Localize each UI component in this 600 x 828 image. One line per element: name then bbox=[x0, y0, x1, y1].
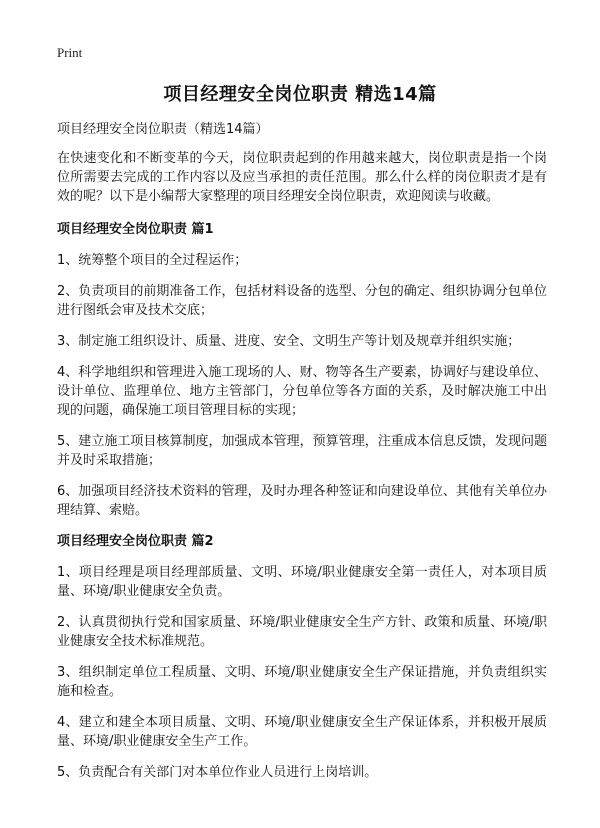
list-item: 1、统筹整个项目的全过程运作； bbox=[57, 253, 248, 268]
section-heading: 项目经理安全岗位职责 篇1 bbox=[57, 222, 214, 237]
list-item: 4、科学地组织和管理进入施工现场的人、财、物等各生产要素，协调好与建设单位、设计单位、监理单位、地方主管部门，分包单位等各方面的关系，及时解决施工中出现的问题，确保施工项目管理目标的实现； bbox=[57, 365, 547, 418]
list-item: 5、负责配合有关部门对本单位作业人员进行上岗培训。 bbox=[57, 765, 378, 780]
list-item: 2、认真贯彻执行党和国家质量、环境/职业健康安全生产方针、政策和质量、环境/职业健康安全技术标准规范。 bbox=[57, 615, 547, 649]
list-item: 3、组织制定单位工程质量、文明、环境/职业健康安全生产保证措施，并负责组织实施和检查。 bbox=[57, 665, 547, 699]
list-item: 6、加强项目经济技术资料的管理，及时办理各种签证和向建设单位、其他有关单位办理结算、索赔。 bbox=[57, 484, 547, 518]
list-item: 1、项目经理是项目经理部质量、文明、环境/职业健康安全第一责任人，对本项目质量、环境/职业健康安全负责。 bbox=[57, 565, 547, 599]
list-item: 3、制定施工组织设计、质量、进度、安全、文明生产等计划及规章并组织实施； bbox=[57, 334, 521, 349]
list-item: 4、建立和建全本项目质量、文明、环境/职业健康安全生产保证体系，并积极开展质量、环境/职业健康安全生产工作。 bbox=[57, 715, 547, 749]
list-item: 2、负责项目的前期准备工作，包括材料设备的选型、分包的确定、组织协调分包单位进行图纸会审及技术交底； bbox=[57, 284, 547, 318]
section-heading: 项目经理安全岗位职责 篇2 bbox=[57, 534, 214, 549]
document-subtitle: 项目经理安全岗位职责（精选14篇） bbox=[57, 122, 269, 137]
list-item: 5、建立施工项目核算制度，加强成本管理，预算管理，注重成本信息反馈，发现问题并及时采取措施； bbox=[57, 434, 547, 468]
page-title: 项目经理安全岗位职责 精选14篇 bbox=[163, 84, 437, 105]
document-body bbox=[57, 120, 547, 794]
print-link[interactable]: Print bbox=[57, 45, 83, 60]
intro-paragraph: 在快速变化和不断变革的今天，岗位职责起到的作用越来越大，岗位职责是指一个岗位所需要去完成的工作内容以及应当承担的责任范围。那么什么样的岗位职责才是有效的呢？以下是小编帮大家整理的项目经理安全岗位职责，欢迎阅读与收藏。 bbox=[57, 151, 547, 204]
